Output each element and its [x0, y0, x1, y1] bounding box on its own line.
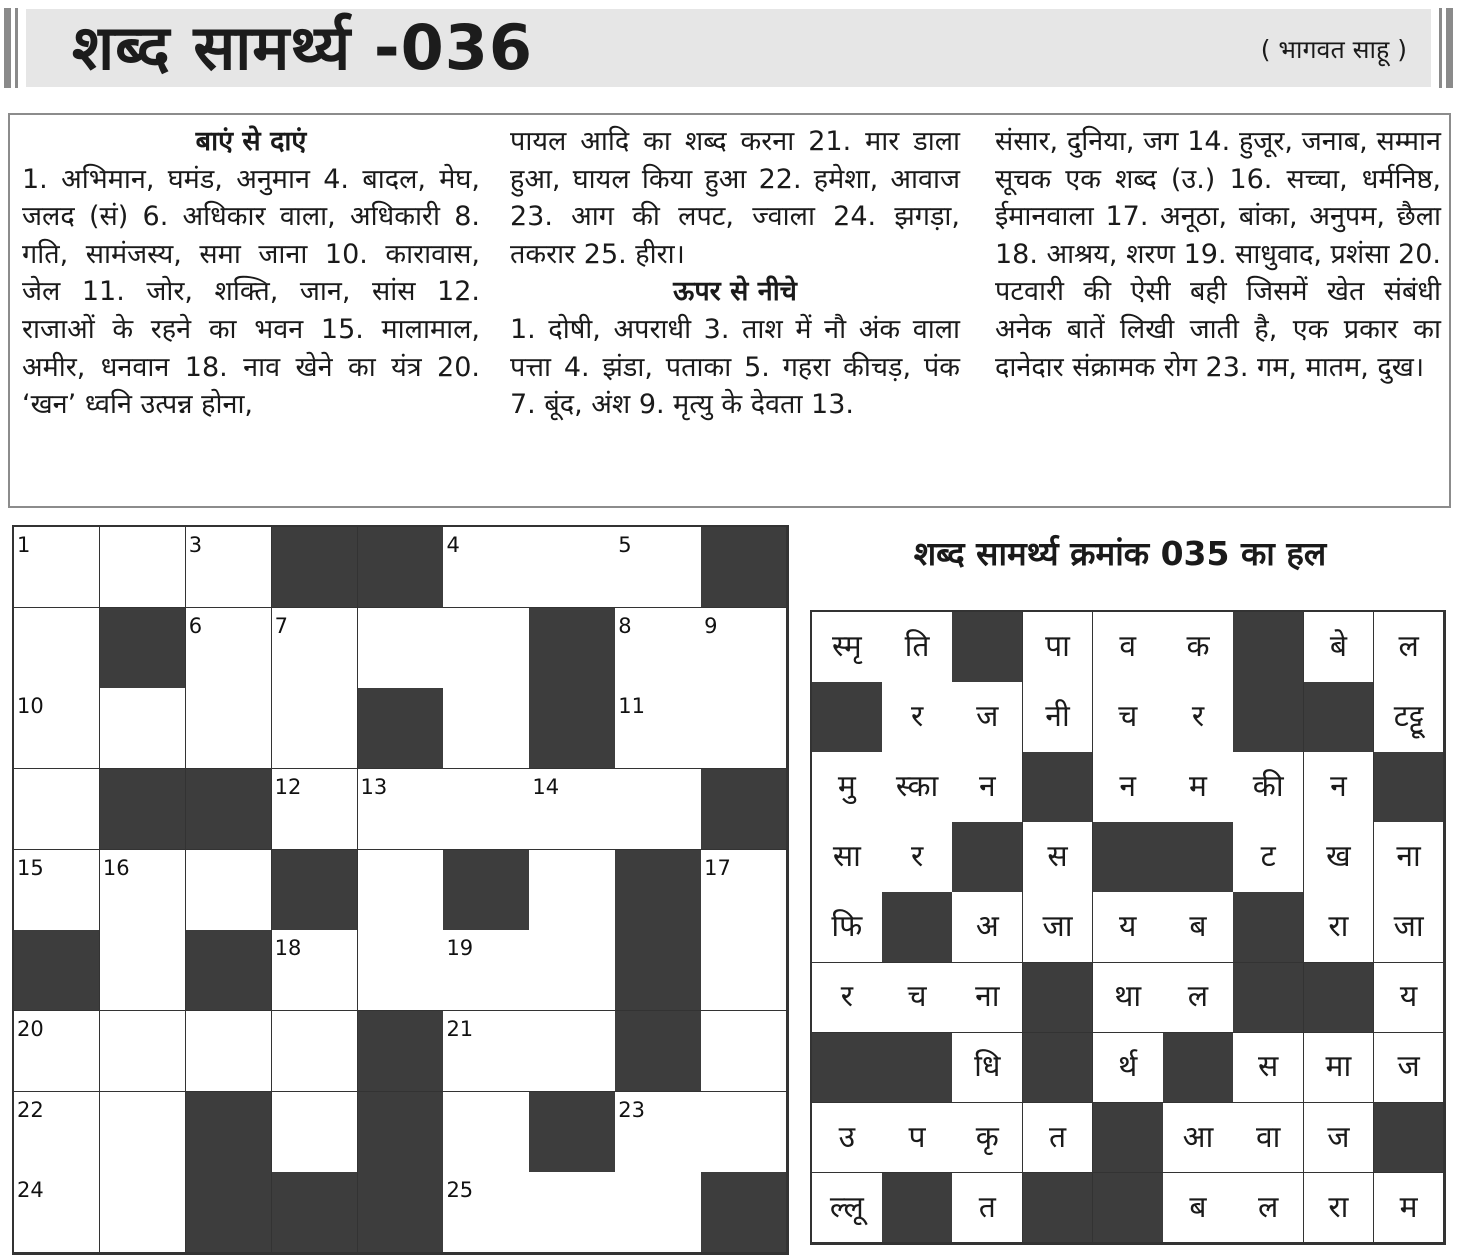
author-credit: ( भागवत साहू ): [1260, 35, 1407, 64]
solution-cell: न: [1093, 752, 1164, 823]
grid-cell[interactable]: [358, 608, 444, 689]
right-rule-thin: [1439, 8, 1442, 88]
solution-block: [882, 892, 953, 963]
clue-number: 21: [446, 1017, 474, 1041]
solution-cell: ख: [1304, 822, 1375, 893]
grid-cell[interactable]: [272, 608, 358, 689]
grid-cell[interactable]: [443, 769, 529, 850]
across-heading: बाएं से दाएं: [195, 126, 307, 157]
solution-block: [952, 822, 1023, 893]
solution-cell: त: [1023, 1103, 1094, 1174]
grid-cell[interactable]: [186, 608, 272, 689]
grid-cell[interactable]: [14, 688, 100, 769]
grid-cell[interactable]: [529, 850, 615, 931]
grid-cell[interactable]: [529, 1011, 615, 1092]
solution-block: [1304, 963, 1375, 1034]
clue-number: 25: [446, 1178, 474, 1203]
grid-cell[interactable]: [14, 1011, 100, 1092]
grid-cell[interactable]: [701, 688, 787, 769]
down-heading: ऊपर से नीचे: [673, 276, 797, 308]
grid-cell[interactable]: [14, 527, 100, 608]
solution-cell: उ: [812, 1103, 883, 1174]
grid-cell[interactable]: [186, 850, 272, 931]
grid-cell[interactable]: [615, 769, 701, 850]
solution-cell: धि: [952, 1033, 1023, 1104]
grid-block: [100, 769, 186, 850]
grid-block: [186, 769, 272, 850]
solution-cell: र: [882, 682, 953, 753]
solution-cell: ब: [1163, 1173, 1234, 1244]
grid-cell[interactable]: [443, 688, 529, 769]
grid-block: [358, 527, 444, 608]
clue-number: 10: [17, 694, 44, 719]
solution-block: [1374, 1103, 1445, 1174]
grid-cell[interactable]: [358, 930, 444, 1011]
solution-cell: ज: [952, 682, 1023, 753]
grid-cell[interactable]: [701, 850, 787, 931]
grid-block: [358, 1092, 444, 1173]
grid-block: [358, 1011, 444, 1092]
grid-cell[interactable]: [615, 1172, 701, 1253]
solution-block: [1233, 892, 1304, 963]
solution-cell: टट्टू: [1374, 682, 1445, 753]
clue-number: 11: [618, 694, 645, 719]
clue-number: 12: [274, 775, 302, 799]
grid-cell[interactable]: [14, 608, 100, 689]
grid-cell[interactable]: [701, 930, 787, 1011]
clue-number: 15: [17, 855, 44, 880]
grid-block: [186, 1092, 272, 1173]
solution-cell: ल: [1233, 1173, 1304, 1244]
grid-cell[interactable]: [14, 769, 100, 850]
grid-cell[interactable]: [358, 769, 444, 850]
grid-cell[interactable]: [443, 1011, 529, 1092]
solution-cell: र: [812, 963, 883, 1034]
solution-cell: वा: [1233, 1103, 1304, 1174]
solution-cell: न: [1304, 752, 1375, 823]
solution-block: [1093, 1173, 1164, 1244]
across-clues-continued: पायल आदि का शब्द करना 21. मार डाला हुआ, घायल किया हुआ 22. हमेशा, आवाज 23. आग की लपट, ज्वाला 24. झगड़ा, तकरार 25. हीरा।: [510, 126, 960, 270]
clues-column-2: [510, 123, 960, 424]
solution-cell: ल: [1163, 963, 1234, 1034]
solution-cell: मा: [1304, 1033, 1375, 1104]
solution-cell: र्थ: [1093, 1033, 1164, 1104]
solution-cell: बे: [1304, 612, 1375, 683]
grid-cell[interactable]: [701, 1092, 787, 1173]
clues-column-1: [22, 123, 480, 424]
grid-block: [615, 850, 701, 931]
grid-block: [100, 608, 186, 689]
solution-cell: स्का: [882, 752, 953, 823]
solution-cell: ट: [1233, 822, 1304, 893]
solution-block: [1163, 1033, 1234, 1104]
grid-block: [529, 608, 615, 689]
grid-cell[interactable]: [272, 769, 358, 850]
solution-cell: सा: [812, 822, 883, 893]
solution-cell: स: [1233, 1033, 1304, 1104]
grid-cell[interactable]: [272, 1011, 358, 1092]
grid-cell[interactable]: [100, 930, 186, 1011]
solution-block: [1233, 612, 1304, 683]
clue-number: 7: [274, 613, 289, 638]
grid-cell[interactable]: [100, 527, 186, 608]
solution-cell: त: [952, 1173, 1023, 1244]
solution-block: [1163, 822, 1234, 893]
grid-cell[interactable]: [443, 608, 529, 689]
solution-cell: च: [1093, 682, 1164, 753]
down-clues: 1. दोषी, अपराधी 3. ताश में नौ अंक वाला पत्ता 4. झंडा, पताका 5. गहरा कीचड़, पंक 7. बूंद, अंश 9. मृत्यु के देवता 13.: [510, 313, 960, 421]
solution-cell: च: [882, 963, 953, 1034]
grid-block: [272, 1172, 358, 1253]
grid-cell[interactable]: [615, 527, 701, 608]
solution-cell: ज: [1304, 1103, 1375, 1174]
solution-cell: पा: [1023, 612, 1094, 683]
grid-cell[interactable]: [358, 850, 444, 931]
grid-block: [186, 930, 272, 1011]
grid-cell[interactable]: [14, 1092, 100, 1173]
down-clues-continued: संसार, दुनिया, जग 14. हुजूर, जनाब, सम्मान सूचक एक शब्द (उ.) 16. सच्चा, धर्मनिष्ठ, ईमानवाला 17. अनूठा, बांका, अनुपम, छैला 18. आश्रय, शरण 19. साधुवाद, प्रशंसा 20. पटवारी की ऐसी बही जिसमें खेत संबंधी अनेक बातें लिखी जाती है, एक प्रकार का दानेदार संक्रामक रोग 23. गम, मातम, दुख।: [995, 126, 1441, 383]
crossword-grid[interactable]: [12, 525, 789, 1255]
grid-cell[interactable]: [186, 1011, 272, 1092]
grid-cell[interactable]: [615, 688, 701, 769]
solution-cell: रा: [1304, 1173, 1375, 1244]
solution-grid: [810, 610, 1446, 1245]
grid-cell[interactable]: [701, 608, 787, 689]
solution-block: [812, 682, 883, 753]
grid-cell[interactable]: [100, 1172, 186, 1253]
grid-block: [701, 769, 787, 850]
solution-cell: प: [882, 1103, 953, 1174]
clue-number: 6: [188, 613, 203, 638]
grid-cell[interactable]: [443, 527, 529, 608]
solution-cell: म: [1374, 1173, 1445, 1244]
solution-cell: स्मृ: [812, 612, 883, 683]
solution-block: [1023, 1173, 1094, 1244]
grid-block: [529, 1092, 615, 1173]
solution-cell: ज: [1374, 1033, 1445, 1104]
grid-cell[interactable]: [615, 1092, 701, 1173]
solution-cell: नी: [1023, 682, 1094, 753]
solution-cell: जा: [1023, 892, 1094, 963]
solution-cell: कृ: [952, 1103, 1023, 1174]
clue-number: 1: [17, 533, 31, 557]
clue-number: 18: [274, 936, 302, 961]
solution-cell: ना: [952, 963, 1023, 1034]
clue-number: 22: [17, 1097, 44, 1122]
grid-cell[interactable]: [14, 1172, 100, 1253]
clue-number: 3: [188, 533, 203, 557]
solution-cell: जा: [1374, 892, 1445, 963]
clue-number: 4: [446, 533, 460, 557]
clues-column-3: [995, 123, 1441, 386]
solution-cell: ब: [1163, 892, 1234, 963]
right-rule: [1446, 8, 1453, 88]
solution-block: [1023, 752, 1094, 823]
grid-cell[interactable]: [529, 930, 615, 1011]
solution-cell: ल्लू: [812, 1173, 883, 1244]
clue-number: 13: [360, 775, 388, 799]
solution-block: [952, 612, 1023, 683]
grid-block: [701, 527, 787, 608]
solution-cell: स: [1023, 822, 1094, 893]
grid-cell[interactable]: [443, 1172, 529, 1253]
solution-cell: था: [1093, 963, 1164, 1034]
grid-cell[interactable]: [186, 527, 272, 608]
grid-cell[interactable]: [14, 850, 100, 931]
clues-box: [8, 113, 1451, 508]
grid-cell[interactable]: [100, 688, 186, 769]
solution-cell: आ: [1163, 1103, 1234, 1174]
grid-block: [615, 930, 701, 1011]
solution-cell: अ: [952, 892, 1023, 963]
left-rule-thin: [15, 8, 18, 88]
solution-cell: य: [1093, 892, 1164, 963]
solution-block: [1374, 752, 1445, 823]
clue-number: 14: [532, 775, 560, 799]
solution-block: [882, 1173, 953, 1244]
grid-block: [358, 688, 444, 769]
solution-cell: रा: [1304, 892, 1375, 963]
page-title: शब्द सामर्थ्य -036: [72, 11, 533, 84]
solution-cell: य: [1374, 963, 1445, 1034]
solution-cell: र: [1163, 682, 1234, 753]
solution-cell: की: [1233, 752, 1304, 823]
clue-number: 19: [446, 936, 474, 961]
across-clues: 1. अभिमान, घमंड, अनुमान 4. बादल, मेघ, जलद (सं) 6. अधिकार वाला, अधिकारी 8. गति, सामंजस्य, समा जाना 10. कारावास, जेल 11. जोर, शक्ति, जान, सांस 12. राजाओं के रहने का भवन 15. मालामाल, अमीर, धनवान 18. नाव खेने का यंत्र 20. ‘खन’ ध्वनि उत्पन्न होना,: [22, 163, 480, 421]
clue-number: 9: [704, 613, 718, 638]
grid-cell[interactable]: [529, 527, 615, 608]
clue-number: 20: [17, 1017, 44, 1041]
grid-cell[interactable]: [529, 1172, 615, 1253]
solution-block: [1233, 963, 1304, 1034]
solution-block: [1023, 1033, 1094, 1104]
solution-cell: ल: [1374, 612, 1445, 683]
solution-cell: म: [1163, 752, 1234, 823]
solution-title: शब्द सामर्थ्य क्रमांक 035 का हल: [913, 534, 1327, 573]
solution-block: [1304, 682, 1375, 753]
clue-number: 16: [102, 855, 130, 880]
solution-block: [1023, 963, 1094, 1034]
solution-cell: फि: [812, 892, 883, 963]
header: [0, 0, 1459, 96]
grid-cell[interactable]: [100, 850, 186, 931]
clue-number: 8: [618, 613, 632, 638]
grid-cell[interactable]: [701, 1011, 787, 1092]
grid-cell[interactable]: [272, 1092, 358, 1173]
solution-cell: र: [882, 822, 953, 893]
solution-block: [882, 1033, 953, 1104]
grid-cell[interactable]: [443, 930, 529, 1011]
grid-cell[interactable]: [443, 1092, 529, 1173]
grid-cell[interactable]: [186, 688, 272, 769]
left-rule: [4, 8, 11, 88]
solution-block: [1093, 822, 1164, 893]
grid-block: [701, 1172, 787, 1253]
solution-cell: ना: [1374, 822, 1445, 893]
solution-block: [812, 1033, 883, 1104]
grid-cell[interactable]: [615, 608, 701, 689]
clue-number: 23: [618, 1097, 645, 1122]
grid-block: [443, 850, 529, 931]
solution-cell: व: [1093, 612, 1164, 683]
solution-block: [1093, 1103, 1164, 1174]
grid-cell[interactable]: [272, 688, 358, 769]
clue-number: 17: [704, 855, 731, 880]
clue-number: 5: [618, 533, 632, 557]
grid-cell[interactable]: [272, 930, 358, 1011]
grid-cell[interactable]: [100, 1092, 186, 1173]
grid-block: [186, 1172, 272, 1253]
solution-cell: ति: [882, 612, 953, 683]
grid-cell[interactable]: [529, 769, 615, 850]
solution-cell: क: [1163, 612, 1234, 683]
grid-block: [358, 1172, 444, 1253]
solution-block: [1233, 682, 1304, 753]
grid-block: [615, 1011, 701, 1092]
grid-cell[interactable]: [100, 1011, 186, 1092]
clue-number: 24: [17, 1178, 44, 1203]
solution-cell: न: [952, 752, 1023, 823]
grid-block: [529, 688, 615, 769]
grid-block: [14, 930, 100, 1011]
grid-block: [272, 850, 358, 931]
grid-block: [272, 527, 358, 608]
solution-cell: मु: [812, 752, 883, 823]
